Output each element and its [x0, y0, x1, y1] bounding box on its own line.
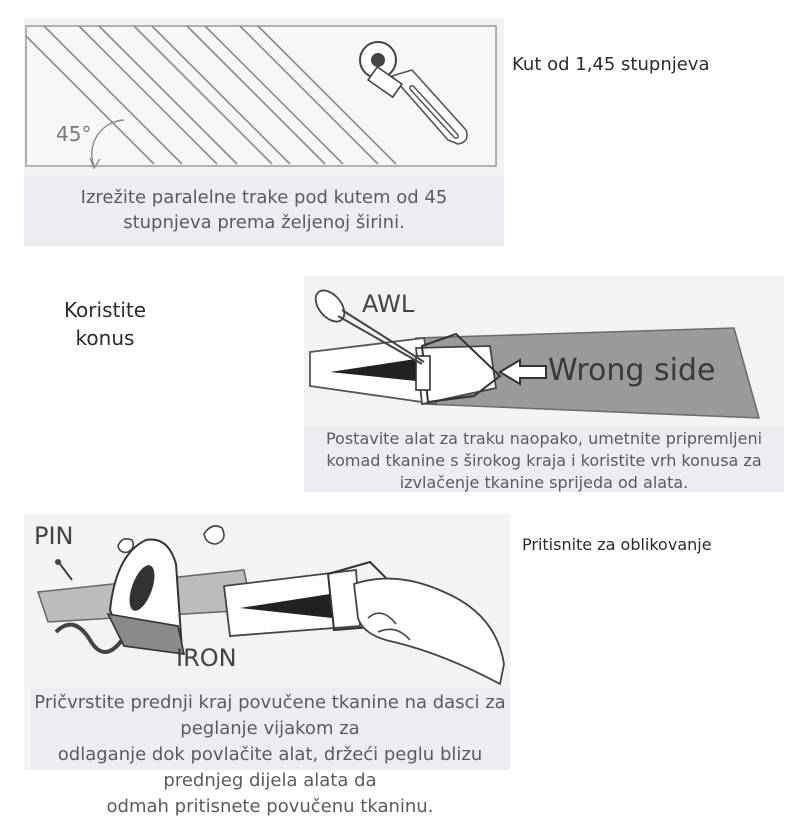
- step2-caption: [304, 426, 784, 492]
- wrong-side-label: Wrong side: [548, 353, 716, 388]
- iron-cord: [56, 625, 122, 652]
- step2-caption-line: izvlačenje tkanine sprijeda od alata.: [399, 473, 689, 492]
- step1-caption: [24, 176, 504, 246]
- step2-panel: [304, 276, 784, 492]
- step2-side-label: [40, 296, 170, 352]
- step2-side-label-line: Koristite: [63, 298, 147, 322]
- awl-label: AWL: [362, 290, 415, 318]
- step3-caption-line: odlaganje dok povlačite alat, držeći peglu blizu prednjeg dijela alata da: [57, 744, 483, 791]
- angle-label: 45°: [56, 122, 92, 146]
- step2-caption-line: Postavite alat za traku naopako, umetnite pripremljeni: [325, 429, 763, 448]
- iron-label: IRON: [176, 644, 237, 672]
- step2-caption-line: komad tkanine s širokog kraja i koristite vrh konusa za: [326, 451, 762, 470]
- step1-panel: [24, 18, 504, 246]
- step3-caption-line: odmah pritisnete povučenu tkaninu.: [106, 796, 434, 817]
- step3-caption-line: Pričvrstite prednji kraj povučene tkanine na dasci za peglanje vijakom za: [34, 692, 506, 739]
- iron-icon: [108, 540, 184, 655]
- step1-caption-line: stupnjeva prema željenoj širini.: [123, 212, 405, 233]
- step3-panel: [24, 514, 510, 817]
- pin-label: PIN: [34, 522, 74, 550]
- step2-side-label-line: konus: [75, 326, 135, 350]
- step3-caption: [30, 688, 510, 817]
- step3-side-label: Pritisnite za oblikovanje: [522, 535, 712, 554]
- hand-icon: [354, 579, 504, 684]
- step1-side-label: Kut od 1,45 stupnjeva: [512, 54, 710, 75]
- step1-caption-line: Izrežite paralelne trake pod kutem od 45: [80, 187, 448, 208]
